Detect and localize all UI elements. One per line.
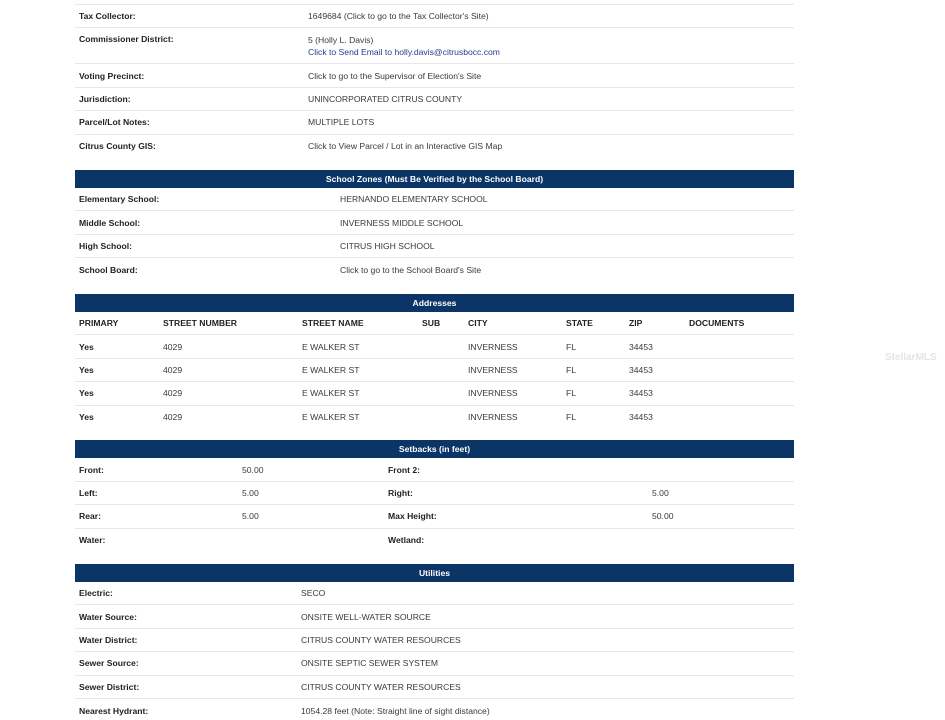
utilities-section xyxy=(75,564,794,720)
info-label: Citrus County GIS: xyxy=(79,141,156,152)
school-value: CITRUS HIGH SCHOOL xyxy=(340,240,435,251)
school-zones-section xyxy=(75,170,794,282)
setback-value: 5.00 xyxy=(242,488,259,499)
utility-label: Electric: xyxy=(79,588,113,599)
table-row xyxy=(75,405,794,428)
setback-label: Wetland: xyxy=(388,535,425,546)
utility-row xyxy=(75,699,794,720)
school-row xyxy=(75,211,794,234)
school-board-link[interactable]: Click to go to the School Board's Site xyxy=(340,264,482,275)
column-header: STREET NUMBER xyxy=(159,312,298,335)
section-header: Addresses xyxy=(75,294,794,312)
cell-zip: 34453 xyxy=(629,412,653,423)
table-row xyxy=(75,382,794,405)
utility-label: Sewer Source: xyxy=(79,658,139,669)
cell-street-name: E WALKER ST xyxy=(302,412,360,423)
utility-value: ONSITE SEPTIC SEWER SYSTEM xyxy=(301,658,439,669)
setback-label: Water: xyxy=(79,535,106,546)
general-info-section xyxy=(75,0,794,158)
info-row-commissioner xyxy=(75,28,794,64)
setback-value: 5.00 xyxy=(242,511,259,522)
school-label: Elementary School: xyxy=(79,194,160,205)
setbacks-section xyxy=(75,440,794,552)
info-label: Jurisdiction: xyxy=(79,93,131,104)
cell-state: FL xyxy=(562,358,625,381)
cell-street-name: E WALKER ST xyxy=(298,358,418,381)
cell-primary: Yes xyxy=(75,358,159,381)
cell-documents xyxy=(685,358,794,381)
utility-row xyxy=(75,582,794,605)
column-header: DOCUMENTS xyxy=(685,312,794,335)
setback-label: Front: xyxy=(79,464,104,475)
cell-city: INVERNESS xyxy=(464,382,562,405)
cell-sub xyxy=(418,405,464,428)
utility-label: Water Source: xyxy=(79,611,137,622)
cell-city: INVERNESS xyxy=(464,335,562,358)
setback-row xyxy=(75,458,794,481)
cell-city: INVERNESS xyxy=(468,412,518,423)
addresses-table xyxy=(75,312,794,429)
column-header: SUB xyxy=(418,312,464,335)
utility-value: ONSITE WELL-WATER SOURCE xyxy=(301,611,431,622)
info-row-jurisdiction xyxy=(75,88,794,111)
cell-zip: 34453 xyxy=(625,335,685,358)
cell-documents xyxy=(685,405,794,428)
info-label: Voting Precinct: xyxy=(79,70,145,81)
addresses-section xyxy=(75,294,794,429)
setback-row xyxy=(75,505,794,528)
supervisor-of-elections-link[interactable]: Click to go to the Supervisor of Election's Site xyxy=(308,70,482,81)
cell-sub xyxy=(418,382,464,405)
column-header: CITY xyxy=(464,312,562,335)
setback-label: Right: xyxy=(388,488,413,499)
school-row xyxy=(75,235,794,258)
stellarmls-watermark: StellarMLS xyxy=(885,352,937,363)
commissioner-district: 5 (Holly L. Davis) xyxy=(308,35,374,46)
column-header: PRIMARY xyxy=(75,312,159,335)
utility-value: CITRUS COUNTY WATER RESOURCES xyxy=(301,635,461,645)
info-label: Commissioner District: xyxy=(79,34,174,45)
utility-label: Nearest Hydrant: xyxy=(79,705,149,716)
utility-value: 1054.28 feet (Note: Straight line of sight distance) xyxy=(301,705,490,716)
cell-street-name: E WALKER ST xyxy=(298,335,418,358)
cell-primary: Yes xyxy=(75,335,159,358)
cell-street-number: 4029 xyxy=(163,412,183,423)
cell-street-number: 4029 xyxy=(159,382,298,405)
info-label: Parcel/Lot Notes: xyxy=(79,117,150,128)
school-value: HERNANDO ELEMENTARY SCHOOL xyxy=(340,194,488,205)
utility-value: SECO xyxy=(301,588,326,599)
column-header: STATE xyxy=(562,312,625,335)
utility-row xyxy=(75,629,794,652)
info-value: UNINCORPORATED CITRUS COUNTY xyxy=(308,93,463,104)
info-row-parcel-notes xyxy=(75,111,794,134)
cell-city: INVERNESS xyxy=(464,358,562,381)
cell-street-name: E WALKER ST xyxy=(298,382,418,405)
commissioner-email-link[interactable]: Click to Send Email to holly.davis@citrusbocc.com xyxy=(308,47,500,58)
section-header: Setbacks (in feet) xyxy=(75,440,794,458)
commissioner-value xyxy=(308,34,500,58)
utility-row xyxy=(75,676,794,699)
cell-sub xyxy=(418,358,464,381)
school-value: INVERNESS MIDDLE SCHOOL xyxy=(340,217,464,228)
utility-value: CITRUS COUNTY WATER RESOURCES xyxy=(301,681,461,692)
setback-label: Left: xyxy=(79,488,98,499)
cell-street-number: 4029 xyxy=(159,335,298,358)
utility-label: Sewer District: xyxy=(79,681,140,692)
column-header: STREET NAME xyxy=(298,312,418,335)
school-label: High School: xyxy=(79,240,132,251)
setback-label: Max Height: xyxy=(388,511,437,522)
utility-row xyxy=(75,605,794,628)
setback-value: 50.00 xyxy=(652,511,674,522)
cell-zip: 34453 xyxy=(625,382,685,405)
setback-label: Front 2: xyxy=(388,464,420,475)
cell-state: FL xyxy=(562,382,625,405)
cell-documents xyxy=(685,382,794,405)
setback-row xyxy=(75,482,794,505)
info-value: MULTIPLE LOTS xyxy=(308,117,375,128)
table-header-row xyxy=(75,312,794,335)
gis-map-link[interactable]: Click to View Parcel / Lot in an Interactive GIS Map xyxy=(308,141,503,152)
cell-sub xyxy=(418,335,464,358)
setback-value: 5.00 xyxy=(652,488,669,499)
info-row-tax-collector xyxy=(75,5,794,28)
cell-state: FL xyxy=(566,412,577,423)
cell-zip: 34453 xyxy=(625,358,685,381)
cell-street-number: 4029 xyxy=(159,358,298,381)
cell-documents xyxy=(685,335,794,358)
setback-value: 50.00 xyxy=(242,464,264,475)
table-row xyxy=(75,358,794,381)
cell-primary: Yes xyxy=(79,412,94,423)
school-row xyxy=(75,188,794,211)
info-label: Tax Collector: xyxy=(79,11,136,22)
info-row-voting-precinct xyxy=(75,64,794,87)
utility-row xyxy=(75,652,794,675)
utility-label: Water District: xyxy=(79,635,138,645)
school-label: School Board: xyxy=(79,264,138,275)
setback-row xyxy=(75,529,794,552)
table-row xyxy=(75,335,794,358)
school-row xyxy=(75,258,794,281)
setback-label: Rear: xyxy=(79,511,101,522)
school-label: Middle School: xyxy=(79,217,141,228)
section-header: School Zones (Must Be Verified by the School Board) xyxy=(75,170,794,188)
info-row-gis xyxy=(75,135,794,158)
cell-primary: Yes xyxy=(75,382,159,405)
column-header: ZIP xyxy=(625,312,685,335)
tax-collector-link[interactable]: 1649684 (Click to go to the Tax Collector's Site) xyxy=(308,11,489,22)
section-header: Utilities xyxy=(75,564,794,582)
property-details-page xyxy=(75,0,794,720)
cell-state: FL xyxy=(562,335,625,358)
